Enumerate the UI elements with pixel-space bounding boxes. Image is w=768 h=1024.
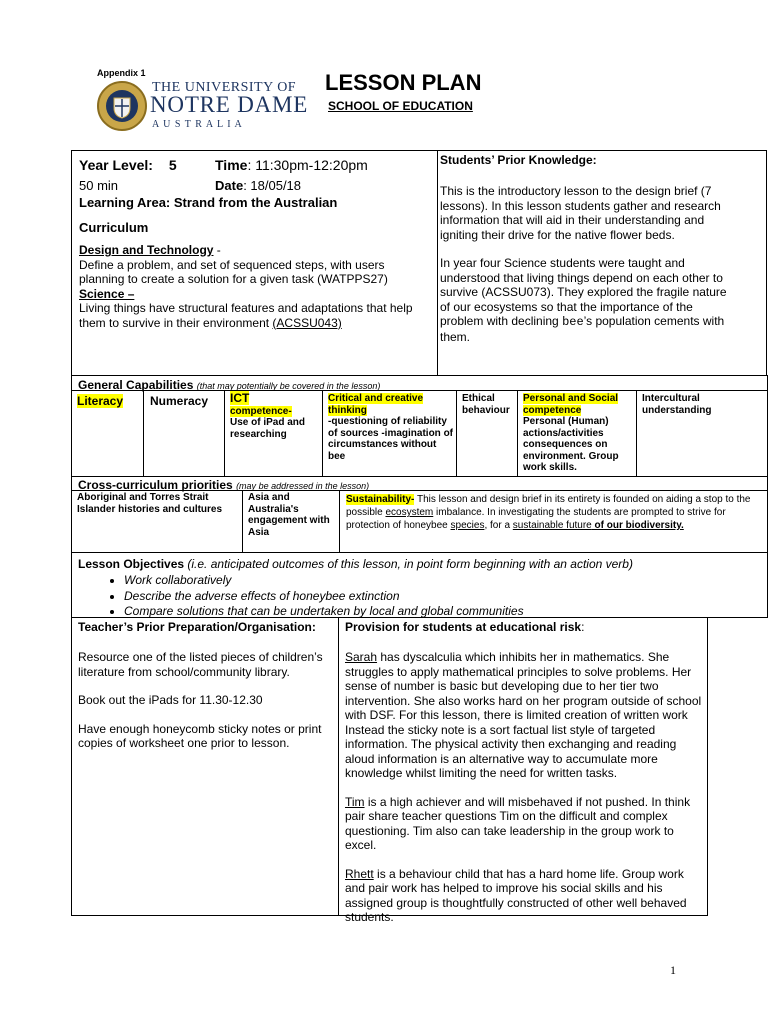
intercultural-cell: Intercultural understanding xyxy=(636,390,768,477)
date-field: Date: 18/05/18 xyxy=(215,178,302,193)
sustainability-cell: Sustainability- This lesson and design brief in its entirety is founded on aiding a stop to the possible ecosystem imbalance. In investigating the students are prompted to strive for protection of honeybee species, for a sustainable future of our biodiversity. xyxy=(339,490,768,553)
provision-cell xyxy=(338,617,708,924)
objectives-list xyxy=(76,573,524,620)
list-item: • Describe the adverse effects of honeybee extinction xyxy=(124,589,524,605)
numeracy-cell: Numeracy xyxy=(143,390,225,477)
ict-cell: ICT competence- Use of iPad and researching xyxy=(224,390,323,477)
university-name-line2: NOTRE DAME xyxy=(150,92,309,117)
objectives-heading: Lesson Objectives (i.e. anticipated outcomes of this lesson, in point form beginning with an action verb) xyxy=(78,557,633,571)
aboriginal-cell: Aboriginal and Torres Strait Islander histories and cultures xyxy=(71,490,243,553)
page-subtitle: SCHOOL OF EDUCATION xyxy=(328,99,473,113)
curriculum-label: Curriculum xyxy=(79,220,149,235)
general-capabilities-heading: General Capabilities (that may potentially be covered in the lesson) xyxy=(78,378,381,392)
time-field: Time: 11:30pm-12:20pm xyxy=(215,157,368,173)
lesson-objectives-section xyxy=(71,552,768,618)
university-name-line3: A U S T R A L I A xyxy=(152,119,243,130)
prior-knowledge-heading: Students’ Prior Knowledge: xyxy=(440,153,597,167)
preparation-cell xyxy=(71,617,339,916)
university-name-line1: THE UNIVERSITY OF xyxy=(152,80,297,95)
curriculum-details: Design and Technology - Define a problem, and set of sequenced steps, with users planning to create a solution for a given task (WATPPS27) Science – Living things have structural features and adaptations that help them to survive in their environment (ACSSU043) xyxy=(79,243,413,330)
prior-knowledge-text: This is the introductory lesson to the design brief (7 lessons). In this lesson students gather and research information that will aid in their understanding and igniting their drive for the native flower beds. In year four Science students were taught and understood that living things depend on each other to survive (ACSSU073). They explored the fragile nature of our ecosystems so that the importance of the problem with declining bee’s population cements with them. xyxy=(440,184,727,344)
list-item: • Work collaboratively xyxy=(124,573,524,589)
literacy-cell: Literacy xyxy=(71,390,144,477)
preparation-text: Resource one of the listed pieces of children’s literature from school/community library. Book out the iPads for 11.30-12.30 Have enough honeycomb sticky notes or print copies of worksheet one prior to lesson. xyxy=(78,650,323,750)
appendix-label: Appendix 1 xyxy=(97,68,146,78)
prior-knowledge-cell xyxy=(437,150,767,376)
personal-social-cell: Personal and Social competence Personal (Human) actions/activities consequences on environment. Group work skills. xyxy=(517,390,637,477)
page-title: LESSON PLAN xyxy=(325,70,482,95)
list-item: • Compare solutions that can be undertaken by local and global communities xyxy=(124,604,524,620)
provision-heading: Provision for students at educational risk: xyxy=(345,620,585,634)
critical-thinking-cell: Critical and creative thinking -questioning of reliability of sources -imagination of circumstances without bee xyxy=(322,390,457,477)
page-number: 1 xyxy=(670,963,676,977)
provision-text: Sarah has dyscalculia which inhibits her in mathematics. She struggles to apply mathematical principles to solve problems. Her sense of number is basic but developing due to her tier two intervention. She also works hard on her program outside of school with DSF. For this lesson, there is limited creation of written work Instead the sticky note is a sort factual list style of targeted information. The physical activity then exchanging and reading aloud information is an alternative way to accumulate more knowledge whilst limiting the need for written tasks. Tim is a high achiever and will misbehaved if not pushed. In think pair share teacher questions Tim on the difficult and complex questioning. Tim also can take leadership in the group work to excel. Rhett is a behaviour child that has a hard home life. Group work and pair work has helped to improve his social skills and his assigned group is thoughtfully constructed of other well behaved students. xyxy=(345,650,702,924)
learning-area: Learning Area: Strand from the Australian xyxy=(79,195,338,210)
duration: 50 min xyxy=(79,178,119,193)
cross-curriculum-heading: Cross-curriculum priorities (may be addressed in the lesson) xyxy=(78,478,370,492)
asia-cell: Asia and Australia's engagement with Asia xyxy=(242,490,340,553)
lesson-details-cell xyxy=(71,150,438,376)
ethical-cell: Ethical behaviour xyxy=(456,390,518,477)
year-time-row: Year Level: 5 xyxy=(79,157,177,173)
university-crest-icon xyxy=(96,80,148,132)
preparation-heading: Teacher’s Prior Preparation/Organisation: xyxy=(78,620,316,634)
